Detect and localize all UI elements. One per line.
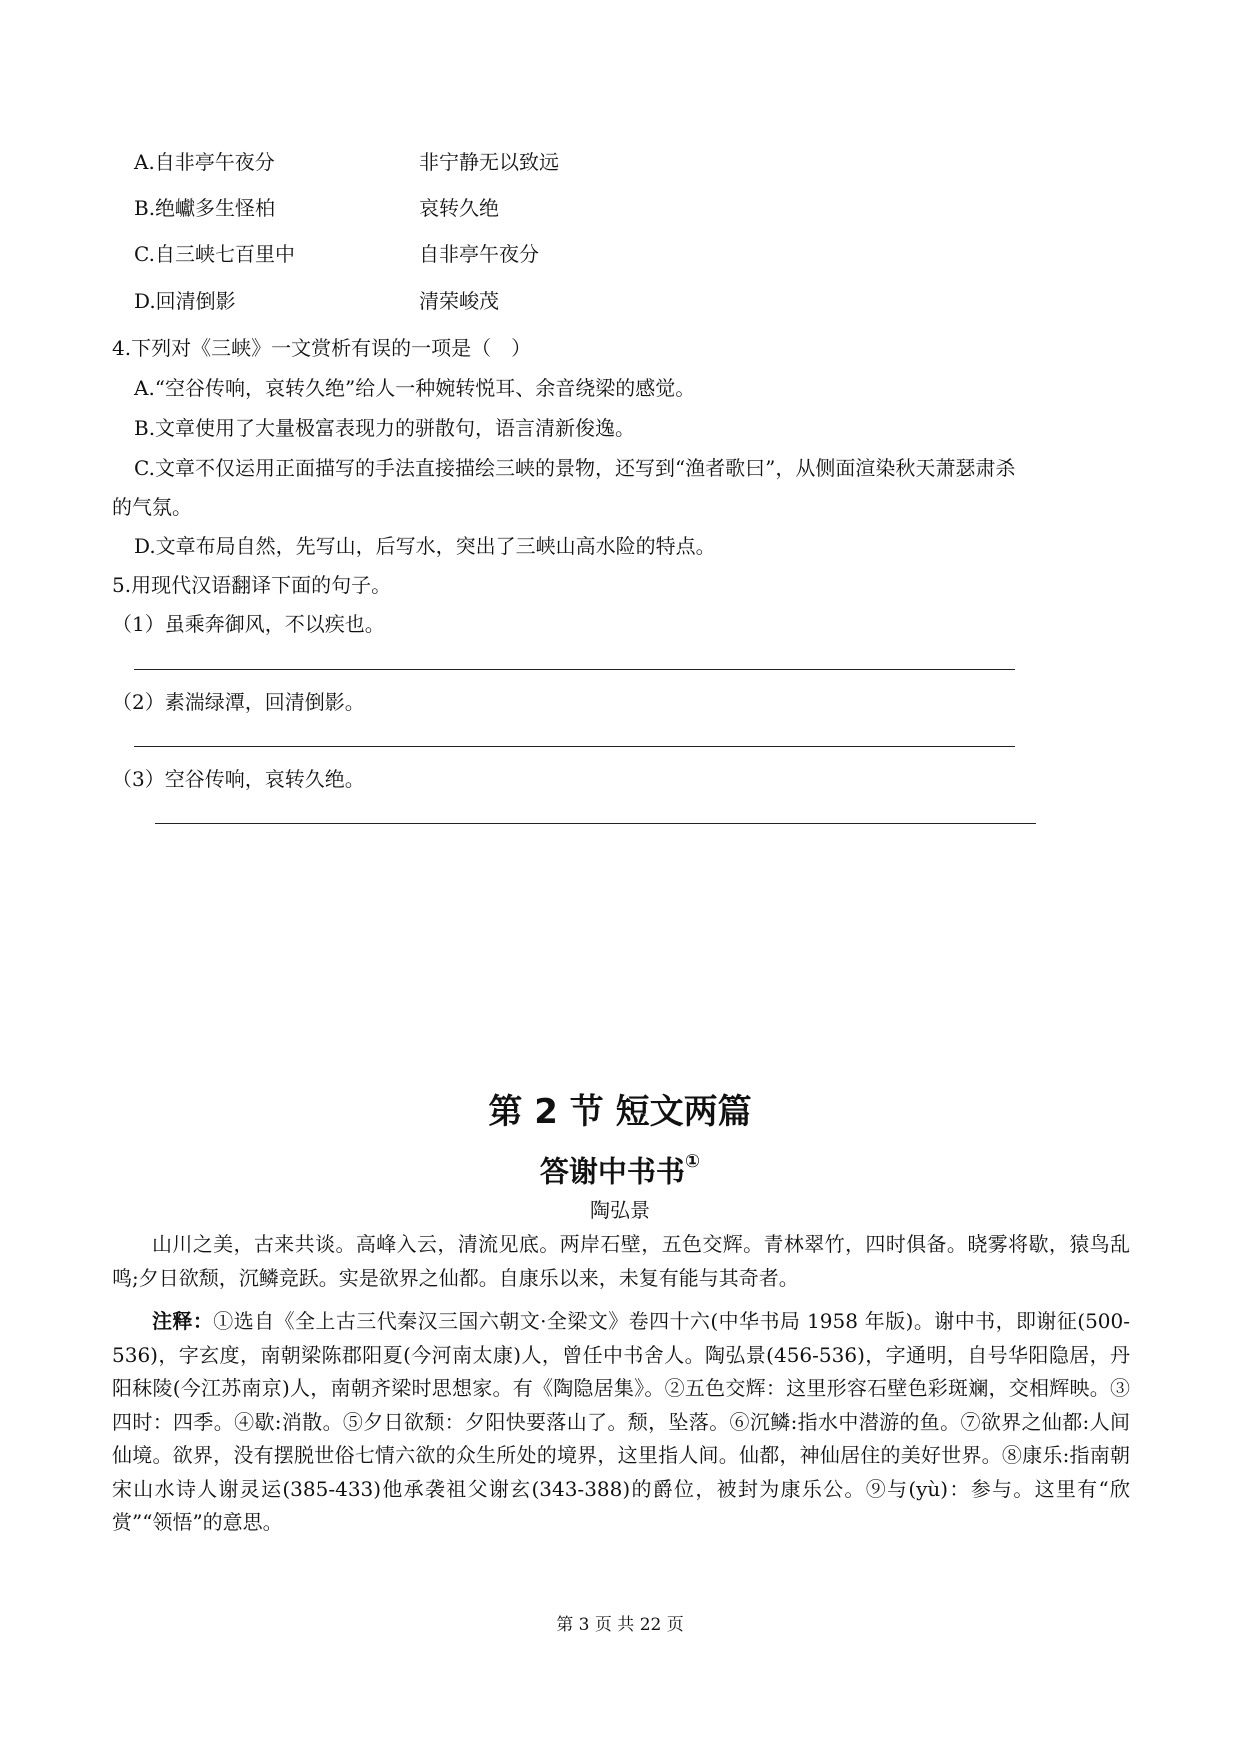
q5-item-3: （3）空谷传响，哀转久绝。 (112, 767, 365, 791)
section-title: 第 2 节 短文两篇 (488, 1092, 752, 1132)
answer-line-2 (134, 746, 1015, 747)
q3-option-a-pair: 非宁静无以致远 (419, 150, 559, 174)
q5-item-2: （2）素湍绿潭，回清倒影。 (112, 690, 365, 714)
author: 陶弘景 (590, 1198, 650, 1222)
page-footer: 第 3 页 共 22 页 (556, 1615, 684, 1635)
q4-option-c-line2: 的气氛。 (112, 495, 192, 519)
q3-option-d-row (134, 286, 734, 316)
q5-item-1: （1）虽乘奔御风，不以疾也。 (112, 612, 385, 636)
q4-option-d: D.文章布局自然，先写山，后写水，突出了三峡山高水险的特点。 (134, 534, 716, 558)
text-title-label: 答谢中书书 (539, 1154, 685, 1189)
q3-option-a-row (134, 147, 734, 177)
q3-option-c-label: C.自三峡七百里中 (134, 242, 295, 266)
q5-stem: 5.用现代汉语翻译下面的句子。 (112, 573, 392, 597)
q3-option-d-label: D.回清倒影 (134, 289, 236, 313)
q3-option-b-row (134, 193, 734, 223)
notes-label: 注释： (152, 1309, 214, 1333)
q3-option-a-label: A.自非亭午夜分 (134, 150, 275, 174)
notes-text: ①选自《全上古三代秦汉三国六朝文·全梁文》卷四十六(中华书局 1958 年版)。谢中书，即谢征(500-536)，字玄度，南朝梁陈郡阳夏(今河南太康)人，曾任中书舍人。陶弘景(456-536)，字通明，自号华阳隐居，丹阳秣陵(今江苏南京)人，南朝齐梁时思想家。有《陶隐居集》。②五色交辉：这里形容石壁色彩斑斓，交相辉映。③四时：四季。④歇:消散。⑤夕日欲颓：夕阳快要落山了。颓，坠落。⑥沉鳞:指水中潜游的鱼。⑦欲界之仙都:人间仙境。欲界，没有摆脱世俗七情六欲的众生所处的境界，这里指人间。仙都，神仙居住的美好世界。⑧康乐:指南朝宋山水诗人谢灵运(385-433)他承袭祖父谢玄(343-388)的爵位，被封为康乐公。⑨与(yù)：参与。这里有“欣赏”“领悟”的意思。 (112, 1309, 1131, 1534)
q3-option-c-row (134, 239, 734, 269)
body-paragraph: 山川之美，古来共谈。高峰入云，清流见底。两岸石壁，五色交辉。青林翠竹，四时俱备。晓雾将歇，猿鸟乱鸣;夕日欲颓，沉鳞竞跃。实是欲界之仙都。自康乐以来，未复有能与其奇者。 (112, 1232, 1130, 1290)
q3-option-b-label: B.绝巘多生怪柏 (134, 196, 276, 220)
answer-line-3 (155, 823, 1036, 824)
q3-option-d-pair: 清荣峻茂 (419, 289, 499, 313)
q4-stem: 4.下列对《三峡》一文赏析有误的一项是（ ） (112, 336, 532, 360)
q3-option-b-pair: 哀转久绝 (419, 196, 499, 220)
q4-option-a: A.“空谷传响，哀转久绝”给人一种婉转悦耳、余音绕梁的感觉。 (134, 376, 696, 400)
q3-option-c-pair: 自非亭午夜分 (419, 242, 539, 266)
notes-paragraph (112, 1305, 1130, 1540)
text-title-footnote-mark: ① (684, 1151, 701, 1172)
q4-option-c-line1: C.文章不仅运用正面描写的手法直接描绘三峡的景物，还写到“渔者歌曰”，从侧面渲染秋天萧瑟肃杀 (134, 456, 1016, 480)
answer-line-1 (134, 669, 1015, 670)
text-title (0, 1146, 1240, 1192)
q4-option-b: B.文章使用了大量极富表现力的骈散句，语言清新俊逸。 (134, 416, 636, 440)
